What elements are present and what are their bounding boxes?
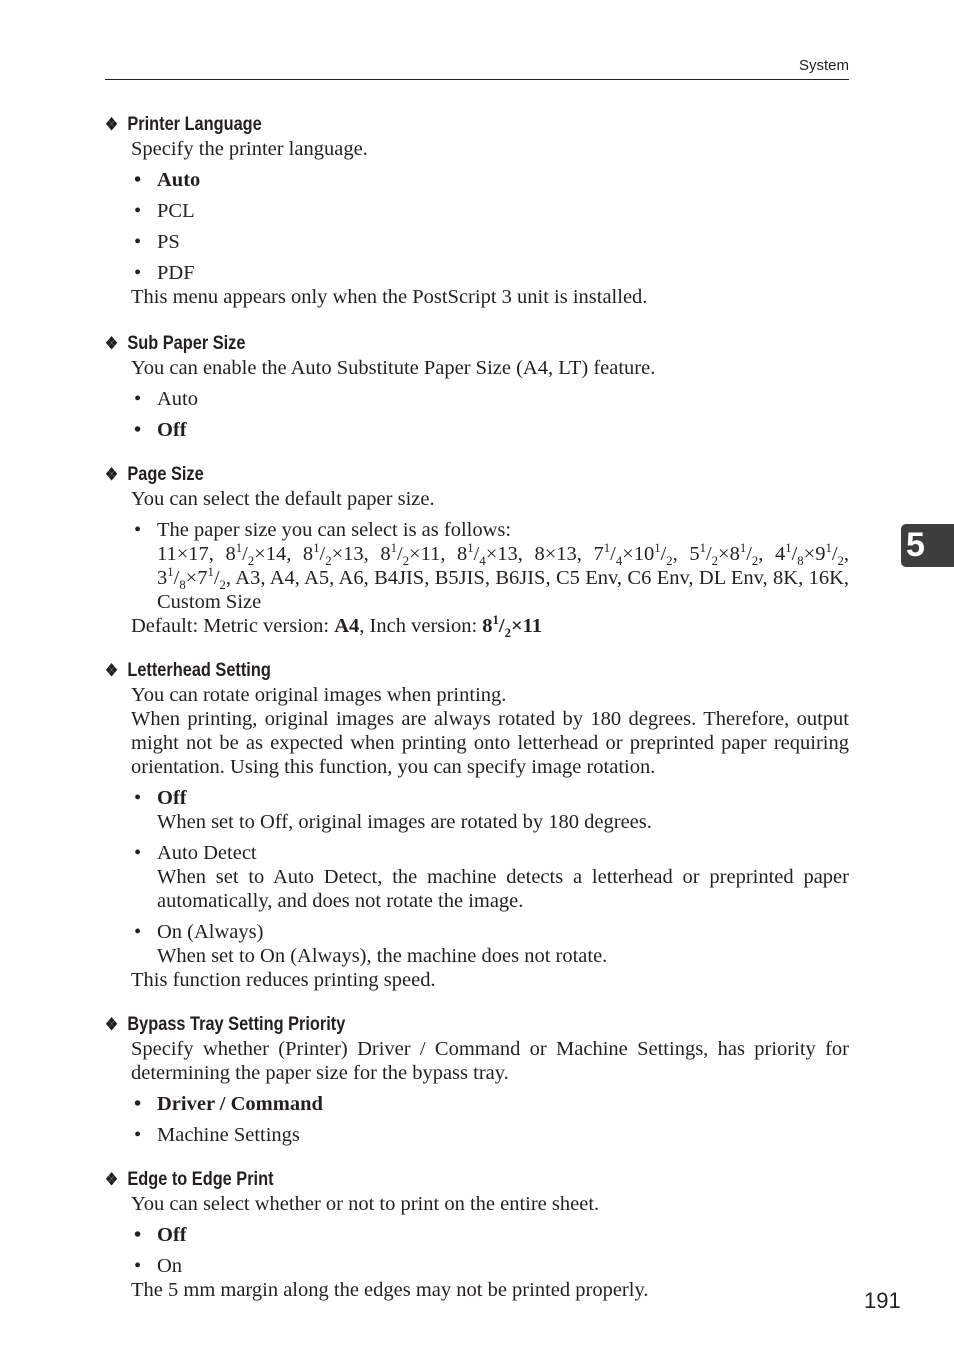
running-header: System bbox=[798, 57, 849, 74]
option-item: • PS bbox=[131, 230, 849, 254]
section-letterhead-setting bbox=[105, 659, 849, 992]
section-description: You can rotate original images when printing. bbox=[131, 684, 507, 706]
section-page-size bbox=[105, 463, 849, 641]
diamond-bullet-icon: ❖ bbox=[105, 1170, 119, 1189]
default-inch: $8^1/_2\times 11$ bbox=[482, 613, 543, 641]
section-printer-language bbox=[105, 113, 849, 309]
option-list bbox=[131, 1092, 849, 1147]
option-list bbox=[131, 168, 849, 285]
section-description: Specify whether (Printer) Driver / Command or Machine Settings, has priority for determining the paper size for the bypass tray. bbox=[131, 1038, 849, 1084]
option-list bbox=[131, 786, 849, 968]
option-default: • Driver / Command bbox=[131, 1092, 849, 1116]
section-note: This function reduces printing speed. bbox=[131, 969, 436, 991]
option-item: • On bbox=[131, 1254, 849, 1278]
option-item: • Machine Settings bbox=[131, 1123, 849, 1147]
section-sub-paper-size bbox=[105, 332, 849, 442]
option-item: • Auto bbox=[131, 387, 849, 411]
section-title: ❖ Page Size bbox=[105, 464, 204, 485]
diamond-bullet-icon: ❖ bbox=[105, 661, 119, 680]
paper-size-list: • The paper size you can select is as follows: 11×17, $8^1/_2\times 14$, $8^1/_2\times 13$, $8^1/_2\times 11$, $8^1/_4\times 13$, 8×13, $7^1/_4\times 10^1/_2$, $5^1/_2\times 8^1/_2$, $4^1/_8\times 9^1/_2$, $3^1/_8\times 7^1/_2$, A3, A4, A5, A6, B4JIS, B5JIS, B6JIS, C5 Env, C6 Env, DL Env, 8K, 16K, Custom Size bbox=[131, 518, 849, 614]
option-list bbox=[131, 1223, 849, 1278]
section-description: When printing, original images are always rotated by 180 degrees. Therefore, output might not be as expected when printing onto letterhead or preprinted paper requiring orientation. Using this function, you can specify image rotation. bbox=[131, 708, 849, 778]
diamond-bullet-icon: ❖ bbox=[105, 115, 119, 134]
option-default: • Off bbox=[131, 418, 849, 442]
option-list bbox=[131, 387, 849, 442]
section-edge-to-edge-print bbox=[105, 1168, 849, 1302]
section-title: ❖ Letterhead Setting bbox=[105, 660, 271, 681]
section-title: ❖ Bypass Tray Setting Priority bbox=[105, 1014, 346, 1035]
fraction-sizes: 11×17, $8^1/_2\times 14$, $8^1/_2\times 13$, $8^1/_2\times 11$, $8^1/_4\times 13$, 8×13, $7^1/_4\times 10^1/_2$, $5^1/_2\times 8^1/_2$, $4^1/_8\times 9^1/_2$, $3^1/_8\times 7^1/_2$, bbox=[157, 541, 849, 593]
diamond-bullet-icon: ❖ bbox=[105, 1015, 119, 1034]
diamond-bullet-icon: ❖ bbox=[105, 334, 119, 353]
option-default: • Off When set to Off, original images are rotated by 180 degrees. bbox=[131, 786, 849, 834]
chapter-tab: 5 bbox=[901, 524, 954, 567]
option-list bbox=[131, 518, 849, 614]
option-item: • PDF bbox=[131, 261, 849, 285]
option-item: • On (Always) When set to On (Always), the machine does not rotate. bbox=[131, 920, 849, 968]
page-content bbox=[105, 110, 849, 1302]
option-default: • Auto bbox=[131, 168, 849, 192]
default-line: Default: Metric version: A4, Inch version: $8^1/_2\times 11$ bbox=[131, 613, 543, 641]
section-description: You can select the default paper size. bbox=[131, 488, 435, 510]
option-item: • Auto Detect When set to Auto Detect, the machine detects a letterhead or preprinted paper automatically, and does not rotate the image. bbox=[131, 841, 849, 913]
section-note: The 5 mm margin along the edges may not be printed properly. bbox=[131, 1279, 649, 1301]
section-description: Specify the printer language. bbox=[131, 138, 368, 160]
diamond-bullet-icon: ❖ bbox=[105, 465, 119, 484]
header-rule bbox=[105, 79, 849, 80]
section-title: ❖ Sub Paper Size bbox=[105, 333, 246, 354]
option-item: • PCL bbox=[131, 199, 849, 223]
option-default: • Off bbox=[131, 1223, 849, 1247]
section-title: ❖ Printer Language bbox=[105, 114, 262, 135]
section-title: ❖ Edge to Edge Print bbox=[105, 1169, 274, 1190]
section-description: You can enable the Auto Substitute Paper Size (A4, LT) feature. bbox=[131, 357, 656, 379]
section-note: This menu appears only when the PostScript 3 unit is installed. bbox=[131, 286, 648, 308]
section-description: You can select whether or not to print on the entire sheet. bbox=[131, 1193, 600, 1215]
page-number: 191 bbox=[864, 1288, 901, 1313]
section-bypass-tray-priority bbox=[105, 1013, 849, 1147]
